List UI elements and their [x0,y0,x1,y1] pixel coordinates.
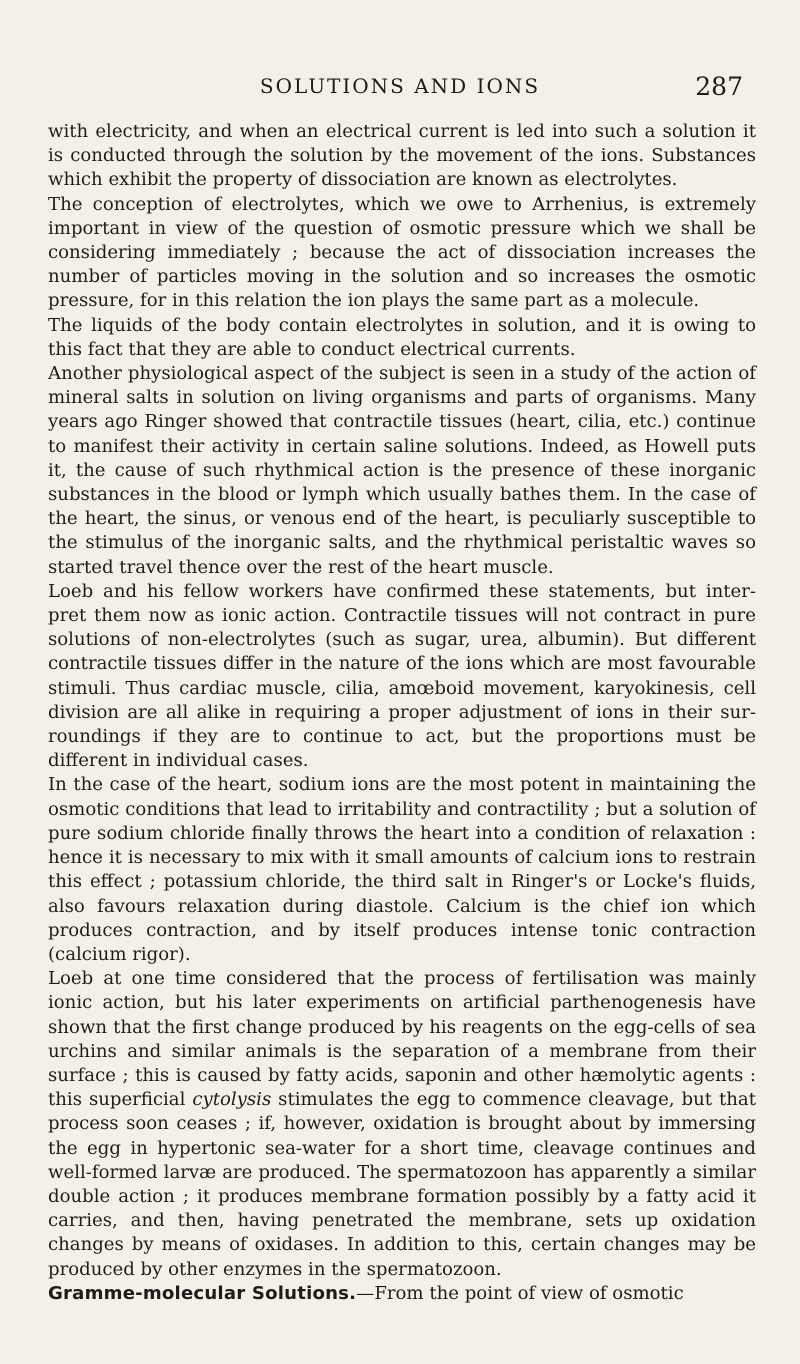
section-heading: Gramme-molecular Solutions. [48,1282,357,1304]
page-header [0,72,800,106]
page-number: 287 [695,72,743,101]
paragraph-gramme-molecular [48,1282,756,1306]
fertilisation-text-after: stimulates the egg to commence cleavage, but that process soon ceases ; if, however, oxidation is brought about by immersing the egg in hypertonic sea-water for a short time, cleavage continues and well-formed larvæ are produced. The spermatozoon has apparently a similar double action ; it produces membrane formation possibly by a fatty acid it carries, and then, having penetrated the membrane, sets up oxidation changes by means of oxidases. In addition to this, certain changes may be produced by other enzymes in the spermatozoon. [48,1089,756,1280]
paragraph-arrhenius: The conception of electrolytes, which we owe to Arrhenius, is extremely important in view of the question of osmotic pressure which we shall be considering immediately ; because the act of dissociation increases the number of particles moving in the solution and so increases the osmotic pressure, for in this relation the ion plays the same part as a molecule. [48,193,756,312]
paragraph-heart-ions: In the case of the heart, sodium ions are the most potent in maintaining the osmotic conditions that lead to irritability and contractility ; but a solution of pure sodium chloride finally throws the heart into a condition of relaxation : hence it is necessary to mix with it small amounts of calcium ions to restrain this effect ; potassium chloride, the third salt in Ringer's or Locke's fluids, also favours relaxation during diastole. Calcium is the chief ion which produces contraction, and by itself produces intense tonic contraction (calcium rigor). [48,774,756,965]
paragraph-body-liquids: The liquids of the body contain electrolytes in solution, and it is owing to this fact that they are able to conduct electrical currents. [48,314,756,360]
section-text: —From the point of view of osmotic [356,1282,684,1304]
fertilisation-text-before: Loeb at one time considered that the process of fertilisation was mainly ionic action, but his later experiments on artificial parthenogenesis have shown that the first change produced by his reagents on the egg-cells of sea urchins and similar animals is the separation of a membrane from their surface ; this is caused by fatty acids, saponin and other hæmolytic agents : this superficial [48,968,756,1111]
paragraph-ions-conduction: with electricity, and when an electrical current is led into such a solution it is conducted through the solution by the movement of the ions. Substances which exhibit the property of dissociation are known as electrolytes. [48,121,756,191]
cytolysis-term: cytolysis [192,1089,272,1111]
paragraph-ringer: Another physiological aspect of the subject is seen in a study of the action of mineral salts in solution on living organisms and parts of organisms. Many years ago Ringer showed that contractile tissues (heart, cilia, etc.) continue to manifest their activity in certain saline solutions. Indeed, as Howell puts it, the cause of such rhythmical action is the presence of these inorganic substances in the blood or lymph which usually bathes them. In the case of the heart, the sinus, or venous end of the heart, is peculiarly susceptible to the stimulus of the inorganic salts, and the rhythmical peristaltic waves so started travel thence over the rest of the heart muscle. [48,363,756,578]
paragraph-fertilisation [48,967,756,1282]
body-text [48,120,756,1306]
running-head: SOLUTIONS AND IONS [259,74,541,98]
paragraph-loeb-contractile: Loeb and his fellow workers have confirmed these statements, but inter- pret them now as ionic action. Contractile tissues will not contract in pure solutions of non-electrolytes (such as sugar, urea, albumin). But different contractile tissues differ in the nature of the ions which are most favourable stimuli. Thus cardiac muscle, cilia, amœboid movement, karyokinesis, cell division are all alike in requiring a proper adjustment of ions in their sur- roundings if they are to continue to act, but the proportions must be different in individual cases. [48,580,756,772]
